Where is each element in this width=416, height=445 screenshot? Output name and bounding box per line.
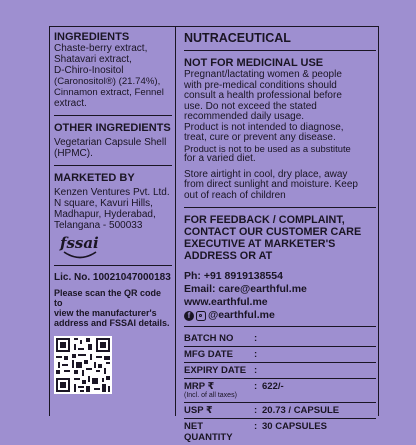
contact-block bbox=[184, 270, 376, 322]
fssai-logo: fssai bbox=[60, 235, 100, 261]
divider bbox=[54, 265, 172, 266]
column-divider bbox=[175, 27, 176, 416]
table-row: EXPIRY DATE : bbox=[184, 362, 376, 378]
website-link[interactable]: www.earthful.me bbox=[184, 296, 268, 308]
email-link[interactable]: Email: care@earthful.me bbox=[184, 283, 307, 295]
divider bbox=[184, 207, 376, 208]
marketer-address: Kenzen Ventures Pvt. Ltd. N square, Kavuri Hills, Madhapur, Hyderabad, Telangana - 500033 bbox=[54, 187, 170, 231]
ingredients-title: INGREDIENTS bbox=[54, 31, 130, 43]
ingredients-text: Chaste-berry extract, Shatavari extract, D-Chiro-Inositol (Caronositol®) (21.74%), Cinnamon extract, Fennel extract. bbox=[54, 43, 164, 109]
divider bbox=[54, 165, 172, 166]
left-column bbox=[54, 31, 172, 399]
license-number: Lic. No. 10021047000183 bbox=[54, 272, 171, 283]
social-handle[interactable]: @earthful.me bbox=[208, 309, 275, 321]
batch-info-table bbox=[184, 331, 376, 445]
table-row: USP ₹ : 20.73 / CAPSULE bbox=[184, 402, 376, 418]
table-row: NET QUANTITY : 30 CAPSULES bbox=[184, 418, 376, 445]
divider bbox=[184, 50, 376, 51]
divider bbox=[184, 326, 376, 327]
feedback-heading: FOR FEEDBACK / COMPLAINT, CONTACT OUR CUSTOMER CARE EXECUTIVE AT MARKETER'S ADDRESS OR AT bbox=[184, 214, 362, 262]
facebook-icon[interactable]: f bbox=[184, 311, 194, 321]
table-row: MFG DATE : bbox=[184, 346, 376, 362]
storage-text: Store airtight in cool, dry place, away from direct sunlight and moisture. Keep out of reach of children bbox=[184, 168, 358, 201]
social-row bbox=[184, 309, 376, 322]
table-row: MRP ₹ (Incl. of all taxes) : 622/- bbox=[184, 378, 376, 402]
other-ingredients-title: OTHER INGREDIENTS bbox=[54, 122, 171, 134]
phone-number[interactable]: Ph: +91 8919138554 bbox=[184, 270, 283, 282]
category-title: NUTRACEUTICAL bbox=[184, 31, 291, 45]
divider bbox=[54, 115, 172, 116]
not-medicinal-title: NOT FOR MEDICINAL USE bbox=[184, 57, 324, 69]
warning-text: Pregnant/lactating women & people with pre-medical conditions should consult a health professional before use. Do not exceed the stated recommended daily usage. Product is not intended to diagnose, treat, cure or prevent any disease. Product is not to be used as a substitute for a varied diet. bbox=[184, 69, 351, 164]
table-row: BATCH NO : bbox=[184, 333, 258, 344]
right-column bbox=[184, 31, 376, 445]
other-ingredients-text: Vegetarian Capsule Shell (HPMC). bbox=[54, 137, 167, 159]
qr-note: Please scan the QR code to view the manufacturer's address and FSSAI details. bbox=[54, 288, 170, 328]
instagram-icon[interactable] bbox=[196, 311, 206, 321]
marketed-by-title: MARKETED BY bbox=[54, 172, 135, 184]
qr-code-icon[interactable] bbox=[54, 336, 112, 394]
fssai-swoosh-icon bbox=[62, 249, 98, 261]
